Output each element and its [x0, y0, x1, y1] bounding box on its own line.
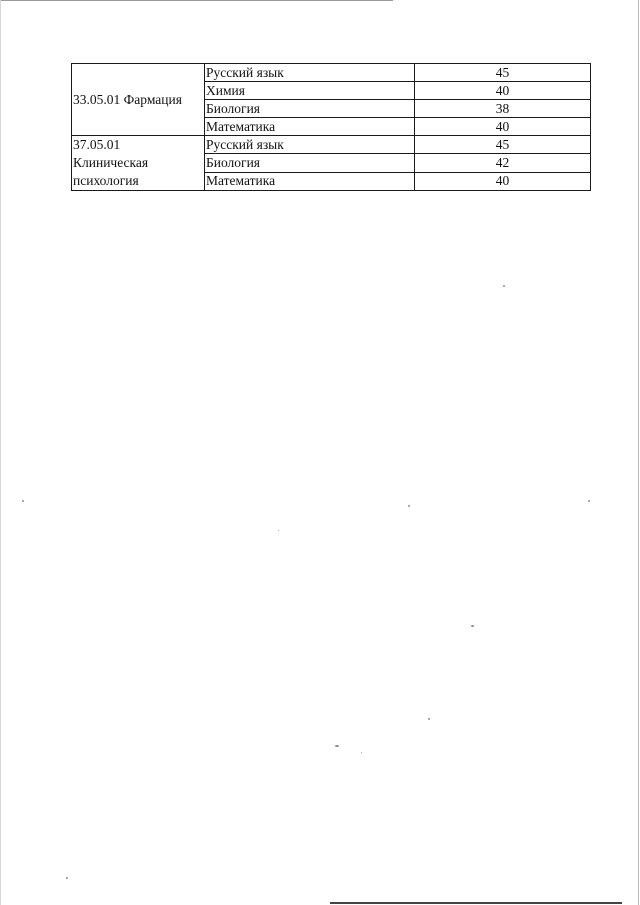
score-cell: 40: [415, 118, 591, 136]
table-row: [72, 64, 591, 82]
subject-cell: Биология: [205, 100, 415, 118]
score-cell: 45: [415, 136, 591, 154]
specialty-line: 33.05.01 Фармация: [73, 91, 182, 107]
scan-speck: [361, 752, 362, 753]
subject-cell: Биология: [205, 154, 415, 172]
scan-edge-top: [0, 0, 393, 1]
specialty-cell: [72, 136, 205, 191]
scan-edge-left: [0, 0, 1, 905]
score-cell: 40: [415, 82, 591, 100]
specialty-line: 37.05.01: [73, 137, 121, 152]
score-cell: 40: [415, 172, 591, 190]
scan-speck: [278, 530, 279, 531]
subject-cell: Химия: [205, 82, 415, 100]
subject-cell: Русский язык: [205, 64, 415, 82]
specialty-cell: [72, 64, 205, 136]
admission-scores-table: [71, 63, 591, 191]
table-row: [72, 136, 591, 154]
scan-edge-bottom: [330, 902, 622, 904]
scan-speck: [588, 500, 590, 502]
scan-speck: [335, 745, 339, 747]
scan-speck: [408, 505, 410, 507]
specialty-line: психология: [73, 173, 139, 188]
subject-cell: Математика: [205, 172, 415, 190]
scan-speck: [66, 877, 68, 879]
scan-speck: [22, 500, 24, 502]
score-cell: 38: [415, 100, 591, 118]
scan-speck: [503, 285, 505, 287]
subject-cell: Математика: [205, 118, 415, 136]
score-cell: 42: [415, 154, 591, 172]
score-cell: 45: [415, 64, 591, 82]
scan-speck: [471, 625, 474, 627]
scan-speck: [428, 718, 430, 720]
scan-edge-right: [638, 0, 639, 905]
subject-cell: Русский язык: [205, 136, 415, 154]
specialty-line: Клиническая: [73, 155, 149, 170]
